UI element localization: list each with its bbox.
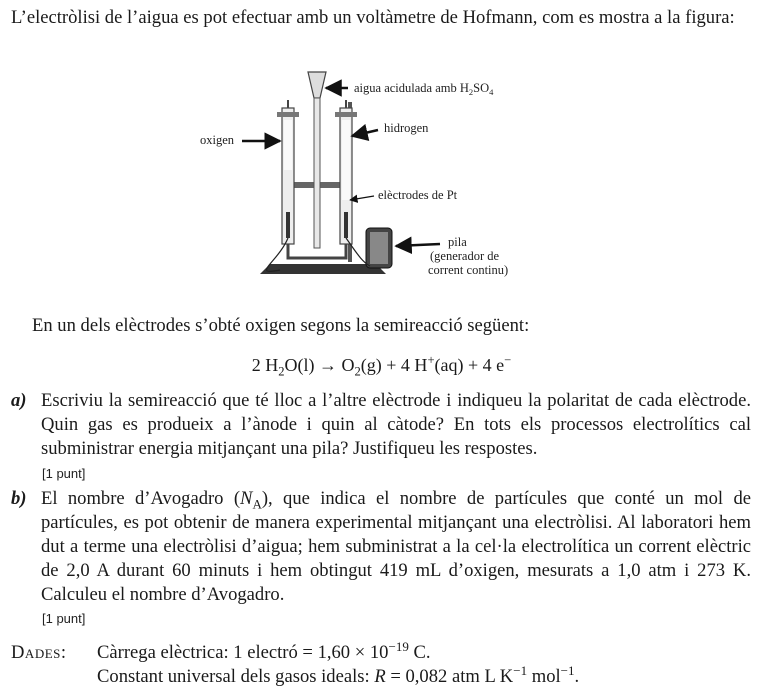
label-battery-3: corrent continu) bbox=[428, 263, 509, 277]
question-b-text: El nombre d’Avogadro $(N_A)$, que indica el nombre de partícules que conté un mol de partícules, es pot obtenir de manera experimental mitjançant una electròlisi. Al laboratori hem dut a terme una electròlisi d’aigua; hem subministrat a la cel·la electrolítica un corrent elèctric de 2,0 A durant 60 minuts i hem obtingut 419 mL d’oxigen, mesurats a 1,0 atm i 273 K. Calculeu el nombre d’Avogadro. bbox=[41, 488, 751, 605]
question-a bbox=[11, 389, 751, 461]
label-battery-1: pila bbox=[448, 235, 467, 249]
question-a-label: a) bbox=[11, 390, 27, 411]
data-line-gas-constant: Constant universal dels gasos ideals: R = 0,082 atm L $K^{-1}$ mol$^{-1}$. bbox=[97, 662, 580, 687]
label-electrodes: elèctrodes de Pt bbox=[378, 188, 458, 202]
data-line-charge: Càrrega elèctrica: 1 electró = $1,60 \times 10^{-19}$ C. bbox=[97, 638, 431, 663]
arrow-electrodes bbox=[350, 196, 374, 200]
data-label: Dades: bbox=[11, 642, 67, 663]
arrow-battery bbox=[396, 244, 440, 246]
question-a-text: Escriviu la semireacció que té lloc a l’altre elèctrode i indiqueu la polaritat de cada elèctrode. Quin gas es produeix a l’ànode i quin al càtode? En tots els processos electrolítics cal subministrar energia mitjançant una pila? Justifiqueu les respostes. bbox=[41, 390, 751, 459]
statement-text: En un dels elèctrodes s’obté oxigen segons la semireacció següent: bbox=[32, 315, 530, 336]
label-water: aigua acidulada amb $H_2SO_4$ bbox=[354, 81, 494, 97]
left-stopcock bbox=[277, 112, 299, 117]
label-battery-2: (generador de bbox=[430, 249, 500, 263]
question-a-points: [1 punt] bbox=[42, 466, 86, 481]
right-stopcock bbox=[335, 112, 357, 117]
question-b-points: [1 punt] bbox=[42, 611, 86, 626]
left-electrode bbox=[286, 212, 290, 238]
question-b bbox=[11, 487, 751, 607]
half-reaction-equation: 2 $H_2O(l) \to O_2(g) + 4$ H+(aq) + 4 e− bbox=[251, 353, 512, 379]
label-hydrogen: hidrogen bbox=[384, 121, 429, 135]
arrow-hydrogen bbox=[352, 130, 378, 136]
right-electrode bbox=[344, 212, 348, 238]
hofmann-voltameter-figure bbox=[190, 62, 530, 286]
intro-text: L’electròlisi de l’aigua es pot efectuar amb un voltàmetre de Hofmann, com es mostra a la figura: bbox=[11, 7, 735, 28]
question-b-label: b) bbox=[11, 488, 27, 509]
reservoir-funnel bbox=[308, 72, 326, 98]
label-oxygen: oxigen bbox=[200, 133, 235, 147]
reservoir-stem bbox=[314, 98, 320, 248]
